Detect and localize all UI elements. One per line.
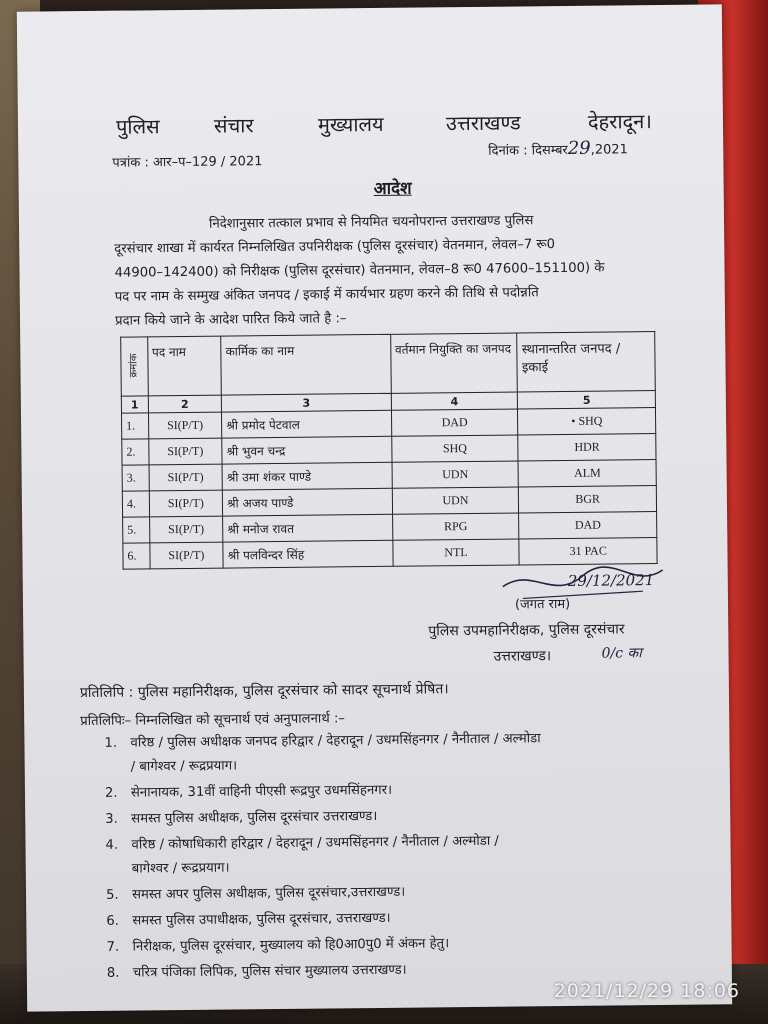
row-serial: 6. xyxy=(123,543,150,569)
row-transfer: DAD xyxy=(519,512,657,539)
list-item-cont: / बागेश्वर / रूद्रप्रयाग। xyxy=(130,758,238,775)
handwritten-initial: 0/c का xyxy=(601,645,642,662)
header-transfer: स्थानान्तरित जनपद / इकाई xyxy=(517,332,655,392)
row-transfer: BGR xyxy=(519,486,657,513)
signature-date: 29/12/2021 xyxy=(567,571,655,590)
row-post: SI(P/T) xyxy=(148,412,222,439)
row-name: श्री उमा शंकर पाण्डे xyxy=(222,462,392,490)
list-item: 7. निरीक्षक, पुलिस दूरसंचार, मुख्यालय को हि0आ0पु0 में अंकन हेतु। xyxy=(106,936,450,955)
signatory-state: उत्तराखण्ड। xyxy=(493,648,552,665)
header-city: देहरादून। xyxy=(587,109,652,134)
col-num: 1 xyxy=(121,396,148,413)
copy-line-2: प्रतिलिपिः– निम्नलिखित को सूचनार्थ एवं अनुपालनार्थ :– xyxy=(80,711,346,730)
row-serial: 4. xyxy=(122,491,149,517)
body-line-2: दूरसंचार शाखा में कार्यरत निम्नलिखित उपनिरीक्षक (पुलिस दूरसंचार) वेतनमान, लेवल–7 रू0 xyxy=(114,237,556,257)
promotion-table xyxy=(120,331,657,570)
table-header-row xyxy=(121,332,656,397)
list-item: 1. वरिष्ठ / पुलिस अधीक्षक जनपद हरिद्वार / देहरादून / उधमसिंहनगर / नैनीताल / अल्मोडा xyxy=(104,731,541,751)
reference-number: पत्रांक : आर–प–129 / 2021 xyxy=(112,154,263,171)
header-post: पद नाम xyxy=(147,336,221,396)
row-name: श्री मनोज रावत xyxy=(223,514,393,542)
row-serial: 1. xyxy=(121,413,148,439)
body-line-3: 44900–142400) को निरीक्षक (पुलिस दूरसंचार) वेतनमान, लेवल–8 रू0 47600–151100) के xyxy=(114,260,605,281)
row-serial: 3. xyxy=(122,465,149,491)
signatory-name: (जगत राम) xyxy=(514,596,571,613)
row-current: NTL xyxy=(392,539,519,566)
row-name: श्री भुवन चन्द्र xyxy=(222,436,392,464)
camera-timestamp: 2021/12/29 18:06 xyxy=(553,980,740,1002)
body-line-4: पद पर नाम के सम्मुख अंकित जनपद / इकाई में कार्यभार ग्रहण करने की तिथि से पदोन्नति xyxy=(114,285,539,305)
date-year: ,2021 xyxy=(590,142,628,158)
copy-line-1: प्रतिलिपि : पुलिस महानिरीक्षक, पुलिस दूरसंचार को सादर सूचनार्थ प्रेषित। xyxy=(79,681,449,702)
header-dept-2: संचार xyxy=(213,113,254,138)
list-item: 8. चरित्र पंजिका लिपिक, पुलिस संचार मुख्यालय उत्तराखण्ड। xyxy=(106,962,407,981)
date-line xyxy=(488,137,628,159)
row-serial: 5. xyxy=(123,517,150,543)
row-transfer: ALM xyxy=(518,460,656,487)
document-page xyxy=(17,4,732,1011)
row-transfer: • SHQ xyxy=(518,408,656,435)
signatory-designation: पुलिस उपमहानिरीक्षक, पुलिस दूरसंचार xyxy=(428,621,625,640)
row-current: DAD xyxy=(391,409,518,436)
row-post: SI(P/T) xyxy=(149,516,223,543)
col-num: 2 xyxy=(148,395,222,413)
list-item: 6. समस्त पुलिस उपाधीक्षक, पुलिस दूरसंचार, उत्तराखण्ड। xyxy=(106,910,391,929)
list-item: 4. वरिष्ठ / कोषाधिकारी हरिद्वार / देहरादून / उधमसिंहनगर / नैनीताल / अल्मोडा / xyxy=(105,833,499,853)
col-num: 5 xyxy=(518,391,656,409)
header-dept-3: मुख्यालय xyxy=(317,111,384,137)
row-post: SI(P/T) xyxy=(148,438,222,465)
list-item-cont: बागेश्वर / रूद्रप्रयाग। xyxy=(131,860,230,877)
list-item: 2. सेनानायक, 31वीं वाहिनी पीएसी रूद्रपुर उधमसिंहनगर। xyxy=(104,782,393,801)
list-item: 3. समस्त पुलिस अधीक्षक, पुलिस दूरसंचार उत्तराखण्ड। xyxy=(105,808,378,827)
row-post: SI(P/T) xyxy=(149,464,223,491)
row-current: SHQ xyxy=(391,435,518,462)
row-current: UDN xyxy=(392,461,519,488)
date-day-handwritten: 29 xyxy=(567,137,591,159)
col-num: 4 xyxy=(391,392,518,410)
body-line-1: निदेशानुसार तत्काल प्रभाव से नियमित चयनोपरान्त उत्तराखण्ड पुलिस xyxy=(208,213,534,232)
header-state: उत्तराखण्ड xyxy=(445,110,521,136)
header-name: कार्मिक का नाम xyxy=(221,334,391,395)
row-post: SI(P/T) xyxy=(149,542,223,569)
row-current: RPG xyxy=(392,513,519,540)
body-line-5: प्रदान किये जाने के आदेश पारित किये जाते है :– xyxy=(114,311,347,329)
header-serial: क्रमांक xyxy=(121,337,148,396)
row-transfer: HDR xyxy=(518,434,656,461)
col-num: 3 xyxy=(221,393,391,412)
list-item: 5. समस्त अपर पुलिस अधीक्षक, पुलिस दूरसंचार,उत्तराखण्ड। xyxy=(105,884,406,903)
header-current-posting: वर्तमान नियुक्ति का जनपद xyxy=(390,333,517,393)
order-title: आदेश xyxy=(373,178,412,199)
row-name: श्री अजय पाण्डे xyxy=(222,488,392,516)
row-current: UDN xyxy=(392,487,519,514)
row-serial: 2. xyxy=(122,439,149,465)
row-name: श्री प्रमोद पेटवाल xyxy=(222,410,392,438)
date-label: दिनांक : दिसम्बर xyxy=(488,142,568,159)
row-post: SI(P/T) xyxy=(149,490,223,517)
header-dept-1: पुलिस xyxy=(115,114,160,139)
row-transfer: 31 PAC xyxy=(519,538,657,565)
row-name: श्री पलविन्दर सिंह xyxy=(223,540,393,568)
